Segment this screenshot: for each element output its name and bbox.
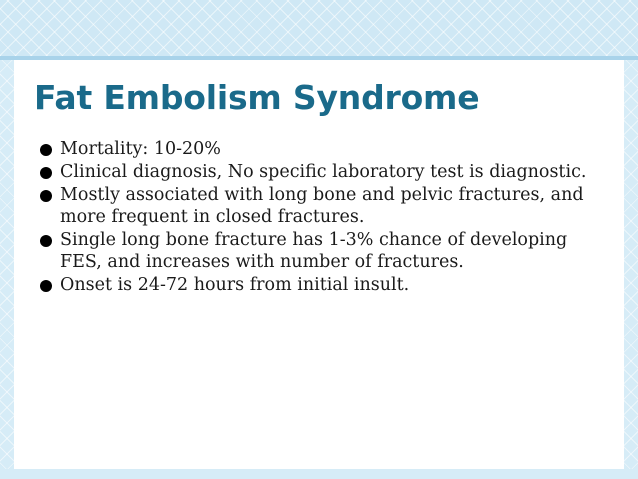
decorative-bottom-strip: [0, 469, 638, 479]
decorative-right-strip: [624, 60, 638, 479]
bullet-text: Clinical diagnosis, No specific laboratory test is diagnostic.: [60, 162, 587, 182]
decorative-top-band: [0, 0, 638, 56]
bullet-text: Onset is 24-72 hours from initial insult.: [60, 275, 410, 295]
decorative-left-strip: [0, 60, 14, 479]
bullet-text: Mostly associated with long bone and pelvic fractures, and more frequent in closed fractures.: [60, 185, 584, 227]
bullet-dot-icon: [40, 235, 52, 247]
bullet-dot-icon: [40, 280, 52, 292]
bullet-item: [40, 229, 600, 273]
bullet-item: [40, 161, 600, 183]
bullet-list: [40, 138, 600, 297]
slide-title: Fat Embolism Syndrome: [34, 78, 480, 117]
bullet-text: Single long bone fracture has 1-3% chance of developing FES, and increases with number of fractures.: [60, 230, 568, 272]
bullet-dot-icon: [40, 167, 52, 179]
bullet-item: [40, 274, 600, 296]
bullet-dot-icon: [40, 190, 52, 202]
bullet-text: Mortality: 10-20%: [60, 139, 221, 159]
bullet-item: [40, 184, 600, 228]
bullet-dot-icon: [40, 144, 52, 156]
bullet-item: [40, 138, 600, 160]
